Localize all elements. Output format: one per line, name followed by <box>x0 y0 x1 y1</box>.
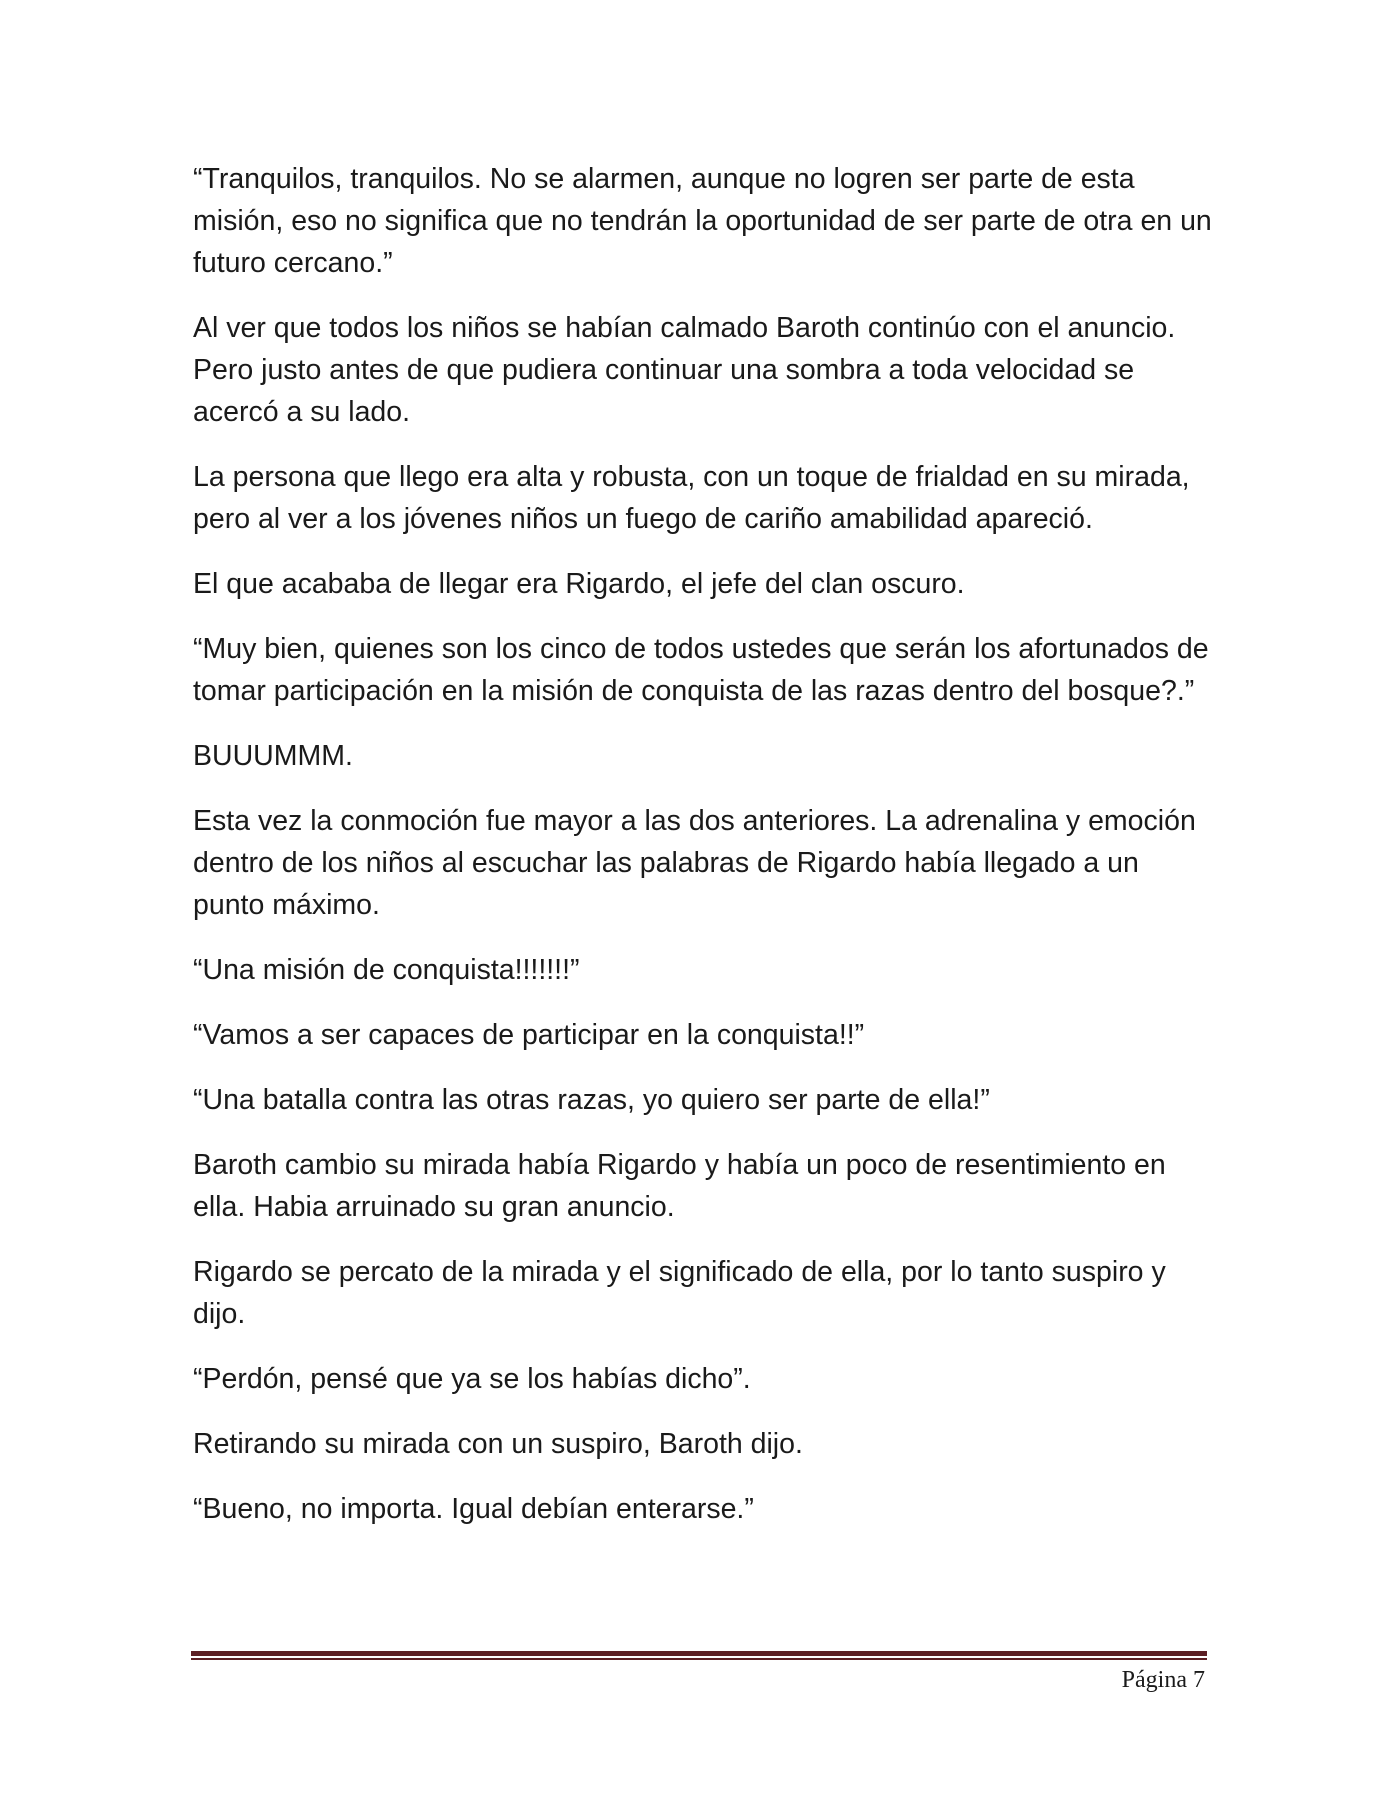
paragraph: Al ver que todos los niños se habían calmado Baroth continúo con el anuncio. Pero justo antes de que pudiera continuar una sombra a toda velocidad se acercó a su lado. <box>193 312 1176 428</box>
paragraph: “Vamos a ser capaces de participar en la conquista!!” <box>193 1019 865 1051</box>
paragraph: Baroth cambio su mirada había Rigardo y había un poco de resentimiento en ella. Habia arruinado su gran anuncio. <box>193 1149 1166 1223</box>
paragraph: Retirando su mirada con un suspiro, Baroth dijo. <box>193 1428 803 1460</box>
paragraph: Rigardo se percato de la mirada y el significado de ella, por lo tanto suspiro y dijo. <box>193 1256 1166 1330</box>
paragraph: “Bueno, no importa. Igual debían enterarse.” <box>193 1493 754 1525</box>
paragraph: “Muy bien, quienes son los cinco de todos ustedes que serán los afortunados de tomar participación en la misión de conquista de las razas dentro del bosque?.” <box>193 633 1209 707</box>
footer-divider <box>191 1651 1207 1660</box>
paragraph: “Tranquilos, tranquilos. No se alarmen, aunque no logren ser parte de esta misión, eso no significa que no tendrán la oportunidad de ser parte de otra en un futuro cercano.” <box>193 163 1212 279</box>
page-number: Página 7 <box>1121 1667 1205 1693</box>
paragraph: “Una batalla contra las otras razas, yo quiero ser parte de ella!” <box>193 1084 990 1116</box>
paragraph: “Una misión de conquista!!!!!!!” <box>193 954 580 986</box>
paragraph: “Perdón, pensé que ya se los habías dicho”. <box>193 1363 751 1395</box>
paragraph: La persona que llego era alta y robusta, con un toque de frialdad en su mirada, pero al ver a los jóvenes niños un fuego de cariño amabilidad apareció. <box>193 461 1190 535</box>
footer-divider-thin-line <box>191 1658 1207 1660</box>
body-text <box>193 158 1213 1553</box>
paragraph: Esta vez la conmoción fue mayor a las dos anteriores. La adrenalina y emoción dentro de los niños al escuchar las palabras de Rigardo había llegado a un punto máximo. <box>193 805 1196 921</box>
paragraph: BUUUMMM. <box>193 740 353 772</box>
footer-divider-thick-line <box>191 1651 1207 1656</box>
paragraph: El que acababa de llegar era Rigardo, el jefe del clan oscuro. <box>193 568 965 600</box>
